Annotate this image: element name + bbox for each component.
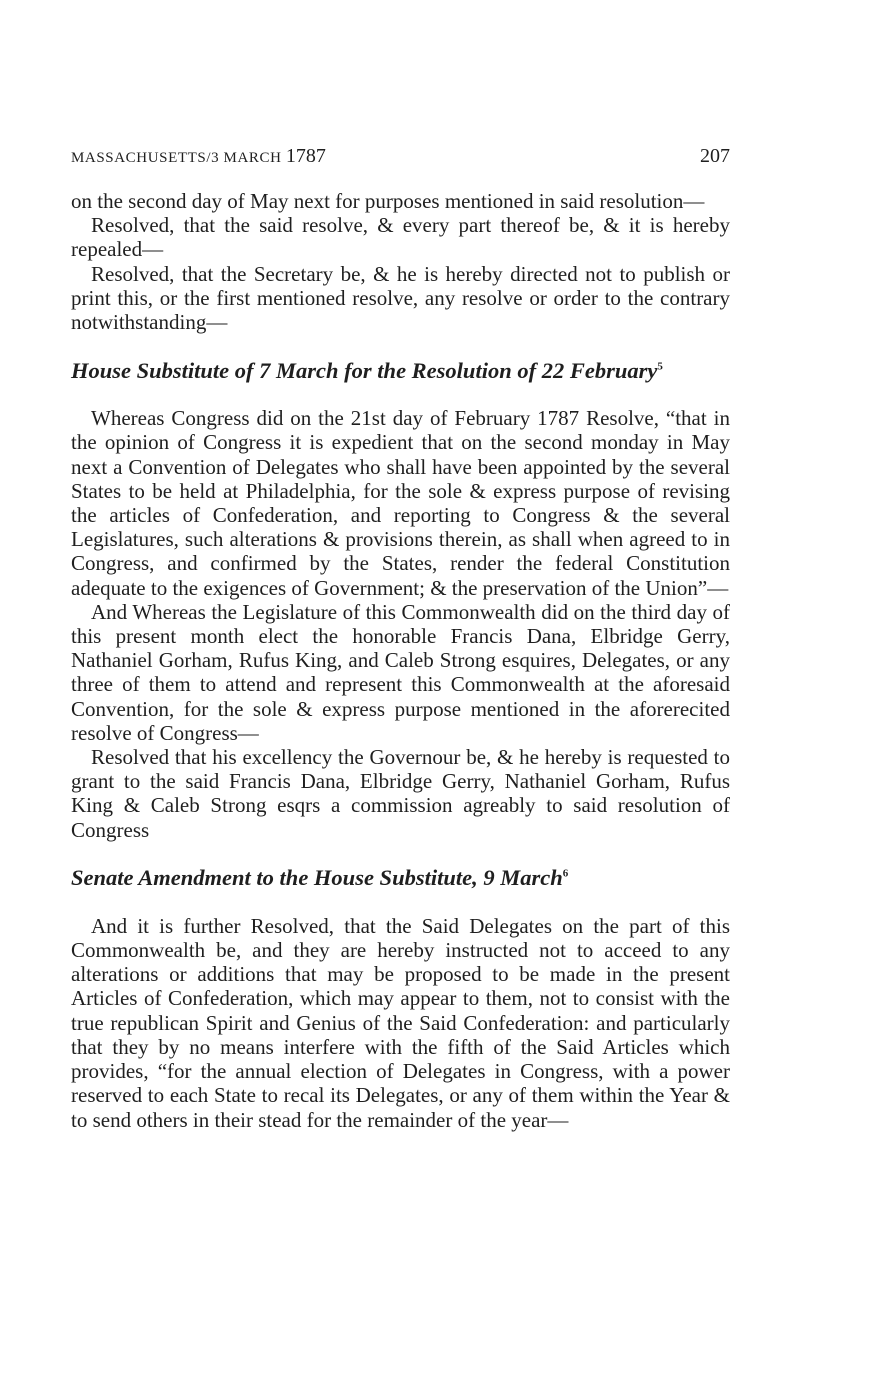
section-1-heading bbox=[71, 358, 730, 384]
section-2-heading-text: Senate Amendment to the House Substitute, 9 March bbox=[71, 864, 563, 890]
section-1-paragraph-2: And Whereas the Legislature of this Commonwealth did on the third day of this present month elect the honorable Francis Dana, Elbridge Gerry, Nathaniel Gorham, Rufus King, and Caleb Strong esquires, Delegates, or any three of them to attend and represent this Commonwealth at the aforesaid Convention, for the sole & express purpose mentioned in the aforerecited resolve of Congress— bbox=[71, 599, 730, 745]
section-1-paragraph-1: Whereas Congress did on the 21st day of February 1787 Resolve, “that in the opinion of Congress it is expedient that on the second monday in May next a Convention of Delegates who shall have been appointed by the several States to be held at Philadelphia, for the sole & express purpose of revising the articles of Confederation, and reporting to Congress & the several Legislatures, such alterations & provisions therein, as shall when agreed to in Congress, and confirmed by the States, render the federal Constitution adequate to the exigences of Government; & the preservation of the Union”— bbox=[71, 406, 730, 600]
section-1-heading-text: House Substitute of 7 March for the Resolution of 22 February bbox=[71, 358, 658, 384]
running-title bbox=[71, 145, 326, 168]
running-header bbox=[71, 145, 730, 175]
section-2-footnote-marker: 6 bbox=[562, 867, 569, 880]
section-1-footnote-marker: 5 bbox=[657, 360, 663, 373]
page bbox=[71, 145, 730, 1132]
running-title-text: MASSACHUSETTS/3 MARCH bbox=[71, 150, 282, 166]
intro-paragraph-2: Resolved, that the said resolve, & every part thereof be, & it is hereby repealed— bbox=[71, 213, 730, 262]
page-number: 207 bbox=[700, 145, 730, 167]
section-2-heading bbox=[71, 865, 735, 891]
intro-paragraph-1: on the second day of May next for purposes mentioned in said resolution— bbox=[71, 189, 705, 213]
section-2-paragraph-1: And it is further Resolved, that the Said Delegates on the part of this Commonwealth be, and they are hereby instructed not to acceed to any alterations or additions that may be proposed to be made in the present Articles of Confederation, which may appear to them, not to consist with the true republican Spirit and Genius of the Said Confederation: and particularly that they by no means interfere with the fifth of the Said Articles which provides, “for the annual election of Delegates in Congress, with a power reserved to each State to recal its Delegates, or any of them within the Year & to send others in their stead for the remainder of the year— bbox=[71, 913, 730, 1132]
running-title-year: 1787 bbox=[285, 145, 326, 167]
section-1-paragraph-3: Resolved that his excellency the Governour be, & he hereby is requested to grant to the said Francis Dana, Elbridge Gerry, Nathaniel Gorham, Rufus King & Caleb Strong esqrs a commission agreably to said resolution of Congress bbox=[71, 745, 730, 842]
intro-paragraph-3: Resolved, that the Secretary be, & he is hereby directed not to publish or print this, or the first mentioned resolve, any resolve or order to the contrary notwithstanding— bbox=[71, 261, 730, 335]
